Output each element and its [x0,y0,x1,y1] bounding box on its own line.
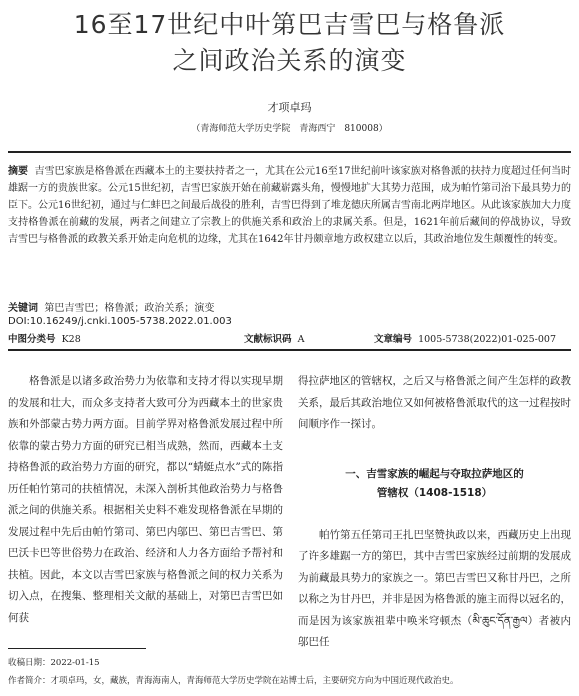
author-name: 才项卓玛 [267,101,312,114]
clc-number: 中图分类号 K28 [8,334,81,345]
document-code: 文献标识码 A [244,334,305,345]
footnote-rule [8,648,146,649]
section-paragraph: 帕竹第五任第司王扎巴坚赞执政以来，西藏历史上出现了许多雄踞一方的第巴，其中吉雪巴家族经过前期的发展成为前藏最具势力的家族之一。第巴吉雪巴又称甘丹巴，之所以称之为甘丹巴，并非是因为格鲁派的施主而得以冠名的，而是因为该家族祖辈中唤米穹顿杰（མི་ཆུང་དོན་རྒྱལ）者被内邬巴任 [298,528,571,648]
abstract-top-rule [8,151,571,153]
article-title-line1: 16至17世纪中叶第巴吉雪巴与格鲁派 [73,10,506,39]
intro-paragraph: 格鲁派是以诸多政治势力为依靠和支持才得以实现早期的发展和壮大，而众多支持者大致可分为西藏本土的世家贵族和外部蒙古势力两方面。目前学界对格鲁派发展过程中所依靠的蒙古势力方面的研究已相当成熟，然而，西藏本土支持格鲁派的政治势力方面的研究，都以“蜻蜓点水”式的陈指历任帕竹第司的扶植情况，未深入剖析其他政治势力与格鲁派之间的供施关系。根据相关史料不难发现格鲁派在早期的发展过程中先后由帕竹第司、第巴内邬巴、第巴吉雪巴、第巴沃卡巴等世俗势力在政治、经济和人力各方面给予帮衬和扶植。因此，本文以吉雪巴家族与格鲁派之间的权力关系为切入点，在搜集、整理相关文献的基础上，对第巴吉雪巴如何获 [8,375,283,624]
abstract-label: 摘要 [8,166,29,177]
doi: DOI:10.16249/j.cnki.1005-5738.2022.01.003 [8,316,232,327]
header-bottom-rule [8,349,571,351]
keywords-label: 关键词 [8,303,38,314]
article-number: 文章编号 1005-5738(2022)01-025-007 [374,334,556,345]
keywords-text: 第巴吉雪巴；格鲁派；政治关系；演变 [44,303,215,314]
keywords [8,299,214,314]
article-title-line2: 之间政治关系的演变 [172,46,407,75]
author-bio: 作者简介：才项卓玛，女，藏族，青海海南人，青海师范大学历史学院在站博士后，主要研究方向为中国近现代政治史。 [8,676,459,686]
author-affiliation: （青海师范大学历史学院 青海西宁 810008） [191,124,388,134]
abstract [8,163,571,248]
right-column [298,371,571,654]
section-heading: 一、吉雪家族的崛起与夺取拉萨地区的 管辖权（1408-1518） [345,467,524,499]
intro-paragraph-continued: 得拉萨地区的管辖权，之后又与格鲁派之间产生怎样的政教关系，最后其政治地位又如何被格鲁派取代的这一过程按时间顺序作一探讨。 [298,375,571,430]
abstract-text: 吉雪巴家族是格鲁派在西藏本土的主要扶持者之一，尤其在公元16至17世纪前叶该家族对格鲁派的扶持力度超过任何当时雄踞一方的贵族世家。公元15世纪初，吉雪巴家族开始在前藏崭露头角，慢慢地扩大其势力范围，成为帕竹第司治下最具势力的臣下。公元16世纪初，通过与仁蚌巴之间最后战役的胜利，吉雪巴得到了堆龙德庆所属吉雪南北两岸地区。从此该家族加大力度支持格鲁派在前藏的发展，两者之间建立了宗教上的供施关系和政治上的隶属关系。但是，1621年前后藏间的停战协议，导致吉雪巴与格鲁派的政教关系开始走向危机的边缘，尤其在1642年甘丹颇章地方政权建立以后，其政治地位发生颠覆性的转变。 [8,166,572,245]
received-date: 收稿日期：2022-01-15 [8,658,100,668]
left-column [8,371,283,629]
